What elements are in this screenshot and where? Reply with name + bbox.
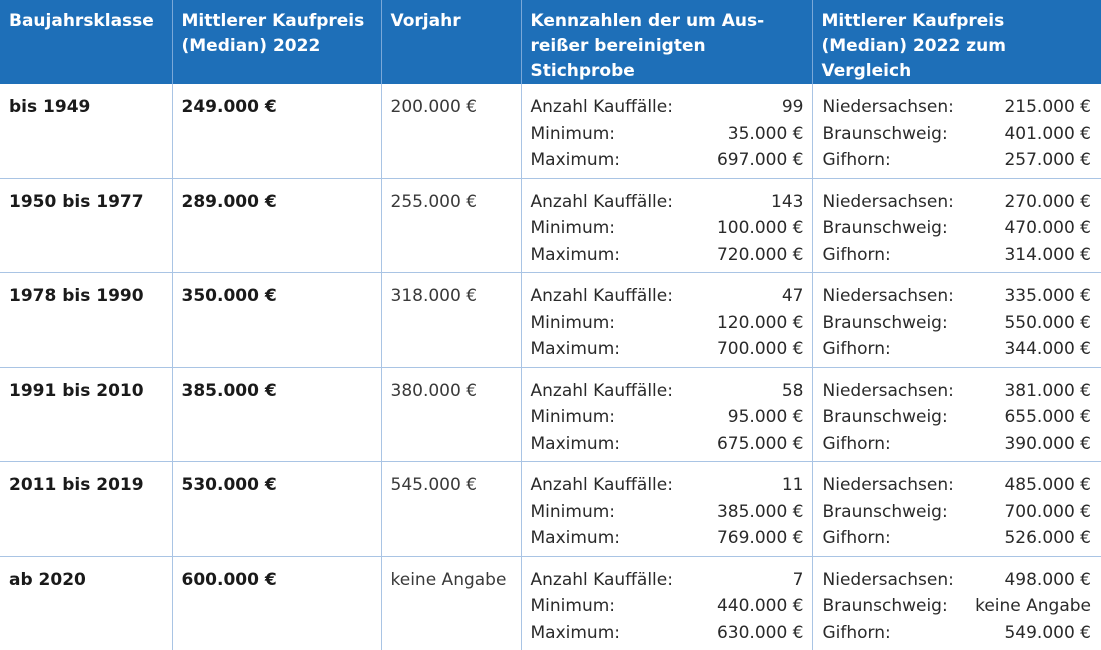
- header-label: Mittlerer Kaufpreis: [821, 11, 1005, 31]
- stat-value: 440.000 €: [716, 596, 804, 616]
- cell-baujahrsklasse: [0, 273, 172, 368]
- region-label: Niedersachsen:: [822, 475, 954, 495]
- region-value: 401.000 €: [1004, 123, 1091, 144]
- cell-vorjahr: [381, 178, 521, 273]
- region-label: Niedersachsen:: [822, 569, 954, 590]
- median-value: 385.000 €: [181, 380, 277, 401]
- header-label: Kennzahlen der um Aus-: [530, 11, 765, 31]
- compare-niedersachsen: [823, 472, 1092, 499]
- stat-label: Minimum:: [530, 218, 616, 238]
- region-label: Braunschweig:: [822, 501, 948, 522]
- region-label: Gifhorn:: [822, 622, 891, 643]
- cell-kennzahlen: [521, 556, 812, 650]
- cell-kennzahlen: [521, 462, 812, 557]
- header-vergleich: [812, 0, 1101, 84]
- cell-vorjahr: [381, 273, 521, 368]
- stat-label: Minimum:: [530, 596, 616, 616]
- region-value: 498.000 €: [1004, 569, 1091, 590]
- cell-kennzahlen: [521, 178, 812, 273]
- region-label: Gifhorn:: [822, 433, 891, 454]
- stat-label: Minimum:: [530, 501, 616, 522]
- header-baujahrsklasse: [0, 0, 172, 84]
- stat-min: [531, 499, 804, 526]
- compare-gifhorn: [823, 620, 1092, 647]
- region-label: Gifhorn:: [822, 244, 891, 265]
- stat-value: 720.000 €: [716, 244, 804, 265]
- stat-value: 143: [771, 191, 804, 212]
- cell-baujahrsklasse: [0, 556, 172, 650]
- vorjahr-value: 545.000 €: [390, 475, 478, 495]
- region-label: Niedersachsen:: [822, 191, 954, 212]
- compare-niedersachsen: [823, 283, 1092, 310]
- stat-value: 769.000 €: [716, 528, 804, 548]
- cell-median: [172, 367, 381, 462]
- cell-kennzahlen: [521, 84, 812, 178]
- header-label: Vorjahr: [390, 11, 461, 31]
- region-value: 344.000 €: [1004, 339, 1091, 359]
- cell-median: [172, 178, 381, 273]
- stat-min: [531, 593, 804, 620]
- stat-label: Maximum:: [530, 528, 620, 548]
- region-value: 526.000 €: [1004, 528, 1091, 548]
- header-vorjahr: [381, 0, 521, 84]
- median-value: 289.000 €: [181, 191, 277, 212]
- baujahrsklasse-value: ab 2020: [9, 569, 86, 590]
- region-label: Braunschweig:: [822, 123, 948, 144]
- stat-min: [531, 215, 804, 242]
- compare-gifhorn: [823, 242, 1092, 269]
- region-label: Braunschweig:: [822, 596, 948, 616]
- stat-label: Maximum:: [530, 433, 620, 454]
- cell-vergleich: [812, 273, 1101, 368]
- stat-value: 47: [781, 286, 804, 306]
- vorjahr-value: keine Angabe: [390, 569, 507, 590]
- region-value: 550.000 €: [1004, 312, 1091, 333]
- cell-vergleich: [812, 178, 1101, 273]
- vorjahr-value: 255.000 €: [390, 191, 478, 212]
- stat-min: [531, 310, 804, 337]
- region-value: 549.000 €: [1004, 622, 1091, 643]
- stat-count: [531, 472, 804, 499]
- cell-vorjahr: [381, 556, 521, 650]
- cell-vorjahr: [381, 367, 521, 462]
- stat-label: Anzahl Kauffälle:: [530, 191, 673, 212]
- region-label: Braunschweig:: [822, 312, 948, 333]
- stat-value: 7: [792, 569, 804, 590]
- compare-niedersachsen: [823, 567, 1092, 594]
- header-label: reißer bereinigten Stichprobe: [530, 36, 706, 81]
- stat-max: [531, 147, 804, 174]
- cell-baujahrsklasse: [0, 84, 172, 178]
- compare-braunschweig: [823, 499, 1092, 526]
- region-value: 381.000 €: [1004, 380, 1091, 401]
- stat-label: Anzahl Kauffälle:: [530, 286, 673, 306]
- stat-value: 95.000 €: [727, 407, 804, 427]
- stat-label: Maximum:: [530, 244, 620, 265]
- stat-value: 697.000 €: [716, 150, 804, 170]
- cell-baujahrsklasse: [0, 178, 172, 273]
- cell-vergleich: [812, 84, 1101, 178]
- stat-count: [531, 94, 804, 121]
- stat-value: 58: [781, 380, 804, 401]
- median-value: 249.000 €: [181, 97, 277, 117]
- region-value: 257.000 €: [1004, 150, 1091, 170]
- stat-value: 99: [781, 97, 804, 117]
- compare-niedersachsen: [823, 94, 1092, 121]
- region-label: Braunschweig:: [822, 407, 948, 427]
- compare-niedersachsen: [823, 189, 1092, 216]
- stat-label: Maximum:: [530, 339, 620, 359]
- cell-median: [172, 273, 381, 368]
- region-label: Gifhorn:: [822, 150, 891, 170]
- vorjahr-value: 318.000 €: [390, 286, 478, 306]
- stat-max: [531, 620, 804, 647]
- table-header: [0, 0, 1101, 84]
- stat-label: Anzahl Kauffälle:: [530, 475, 673, 495]
- cell-vergleich: [812, 367, 1101, 462]
- table-row: [0, 178, 1101, 273]
- header-label: Mittlerer Kaufpreis: [181, 11, 365, 31]
- stat-value: 675.000 €: [716, 433, 804, 454]
- region-label: Niedersachsen:: [822, 286, 954, 306]
- stat-value: 100.000 €: [716, 218, 804, 238]
- stat-value: 385.000 €: [716, 501, 804, 522]
- stat-min: [531, 404, 804, 431]
- stat-label: Minimum:: [530, 123, 616, 144]
- compare-braunschweig: [823, 310, 1092, 337]
- baujahrsklasse-value: bis 1949: [9, 97, 91, 117]
- compare-braunschweig: [823, 593, 1092, 620]
- table-body: [0, 84, 1101, 650]
- cell-vorjahr: [381, 84, 521, 178]
- stat-max: [531, 431, 804, 458]
- table-row: [0, 273, 1101, 368]
- stat-label: Anzahl Kauffälle:: [530, 380, 673, 401]
- cell-baujahrsklasse: [0, 367, 172, 462]
- region-label: Gifhorn:: [822, 339, 891, 359]
- stat-value: 700.000 €: [716, 339, 804, 359]
- stat-value: 35.000 €: [727, 123, 804, 144]
- compare-gifhorn: [823, 147, 1092, 174]
- compare-braunschweig: [823, 121, 1092, 148]
- header-kennzahlen: [521, 0, 812, 84]
- stat-value: 120.000 €: [716, 312, 804, 333]
- region-label: Niedersachsen:: [822, 97, 954, 117]
- stat-value: 11: [781, 475, 804, 495]
- cell-vergleich: [812, 556, 1101, 650]
- region-label: Gifhorn:: [822, 528, 891, 548]
- region-value: keine Angabe: [975, 596, 1091, 616]
- cell-median: [172, 84, 381, 178]
- table-row: [0, 84, 1101, 178]
- region-value: 655.000 €: [1004, 407, 1091, 427]
- compare-niedersachsen: [823, 378, 1092, 405]
- cell-vorjahr: [381, 462, 521, 557]
- stat-label: Minimum:: [530, 407, 616, 427]
- cell-kennzahlen: [521, 367, 812, 462]
- region-value: 215.000 €: [1004, 97, 1091, 117]
- stat-label: Anzahl Kauffälle:: [530, 97, 673, 117]
- compare-gifhorn: [823, 431, 1092, 458]
- header-label: (Median) 2022 zum Vergleich: [821, 36, 1006, 81]
- stat-count: [531, 567, 804, 594]
- stat-count: [531, 283, 804, 310]
- baujahrsklasse-value: 1991 bis 2010: [9, 380, 144, 401]
- cell-vergleich: [812, 462, 1101, 557]
- stat-max: [531, 525, 804, 552]
- compare-gifhorn: [823, 336, 1092, 363]
- header-row: [0, 0, 1101, 84]
- vorjahr-value: 380.000 €: [390, 380, 478, 401]
- stat-count: [531, 189, 804, 216]
- baujahrsklasse-value: 1978 bis 1990: [9, 286, 144, 306]
- region-value: 270.000 €: [1004, 191, 1091, 212]
- header-label: (Median) 2022: [181, 36, 321, 56]
- compare-gifhorn: [823, 525, 1092, 552]
- cell-median: [172, 462, 381, 557]
- region-value: 470.000 €: [1004, 218, 1091, 238]
- median-value: 600.000 €: [181, 569, 277, 590]
- table-row: [0, 556, 1101, 650]
- region-value: 700.000 €: [1004, 501, 1091, 522]
- compare-braunschweig: [823, 215, 1092, 242]
- cell-baujahrsklasse: [0, 462, 172, 557]
- region-value: 485.000 €: [1004, 475, 1091, 495]
- compare-braunschweig: [823, 404, 1092, 431]
- region-value: 314.000 €: [1004, 244, 1091, 265]
- header-median-2022: [172, 0, 381, 84]
- table-row: [0, 462, 1101, 557]
- stat-label: Minimum:: [530, 312, 616, 333]
- cell-median: [172, 556, 381, 650]
- cell-kennzahlen: [521, 273, 812, 368]
- baujahrsklasse-value: 1950 bis 1977: [9, 191, 144, 212]
- stat-value: 630.000 €: [716, 622, 804, 643]
- region-label: Braunschweig:: [822, 218, 948, 238]
- vorjahr-value: 200.000 €: [390, 97, 478, 117]
- region-value: 390.000 €: [1004, 433, 1091, 454]
- stat-min: [531, 121, 804, 148]
- median-value: 350.000 €: [181, 286, 277, 306]
- median-value: 530.000 €: [181, 475, 277, 495]
- stat-label: Maximum:: [530, 622, 620, 643]
- stat-label: Maximum:: [530, 150, 620, 170]
- region-value: 335.000 €: [1004, 286, 1091, 306]
- header-label: Baujahrsklasse: [9, 11, 154, 31]
- table-row: [0, 367, 1101, 462]
- stat-label: Anzahl Kauffälle:: [530, 569, 673, 590]
- stat-count: [531, 378, 804, 405]
- region-label: Niedersachsen:: [822, 380, 954, 401]
- stat-max: [531, 336, 804, 363]
- baujahrsklasse-value: 2011 bis 2019: [9, 475, 144, 495]
- stat-max: [531, 242, 804, 269]
